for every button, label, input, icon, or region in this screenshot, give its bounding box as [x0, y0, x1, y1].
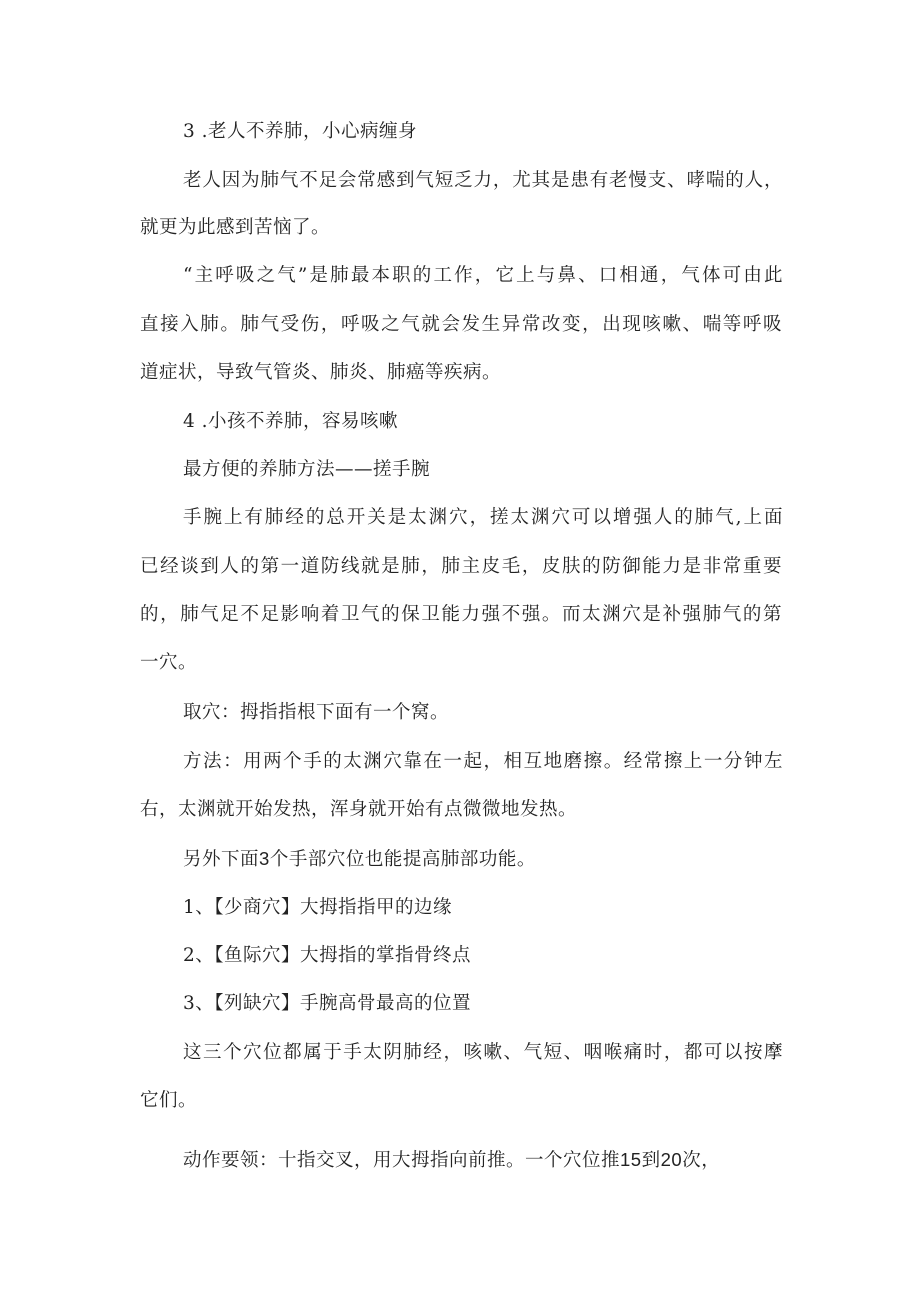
paragraph-action-number-1: 15	[620, 1149, 642, 1170]
section-heading-elderly: 3 .老人不养肺，小心病缠身	[183, 121, 418, 142]
paragraph-action-text-2: 到	[641, 1150, 661, 1171]
paragraph-three-line-1: 这三个穴位都属于手太阴肺经，咳嗽、气短、咽喉痛时，都可以按摩	[183, 1042, 783, 1063]
paragraph-action-number-2: 20	[660, 1149, 683, 1170]
paragraph-wrist-line-4: 一穴。	[140, 652, 198, 673]
acupoint-item-2: 2、【鱼际穴】大拇指的掌指骨终点	[183, 945, 472, 966]
paragraph-locate: 取穴：拇指指根下面有一个窝。	[183, 702, 450, 723]
acupoint-item-1: 1、【少商穴】大拇指指甲的边缘	[183, 897, 453, 918]
section-heading-children: 4 .小孩不养肺，容易咳嗽	[183, 411, 399, 432]
paragraph-other-text-2: 个手部穴位也能提高肺部功能。	[269, 849, 536, 870]
paragraph-action	[183, 1148, 720, 1173]
acupoint-item-3: 3、【列缺穴】手腕高骨最高的位置	[183, 993, 472, 1014]
paragraph-elderly-line-2: 就更为此感到苦恼了。	[140, 217, 331, 238]
paragraph-wrist-line-1: 手腕上有肺经的总开关是太渊穴，搓太渊穴可以增强人的肺气,上面	[183, 507, 783, 528]
paragraph-wrist-line-3: 的，肺气足不足影响着卫气的保卫能力强不强。而太渊穴是补强肺气的第	[140, 604, 782, 625]
paragraph-elderly-line-1: 老人因为肺气不足会常感到气短乏力，尤其是患有老慢支、哮喘的人，	[183, 170, 783, 191]
paragraph-method-line-1: 方法：用两个手的太渊穴靠在一起，相互地磨擦。经常擦上一分钟左	[183, 751, 783, 772]
paragraph-action-text-3: 次，	[682, 1150, 721, 1171]
paragraph-breath-line-3: 道症状，导致气管炎、肺炎、肺癌等疾病。	[140, 362, 502, 383]
paragraph-breath-line-2: 直接入肺。肺气受伤，呼吸之气就会发生异常改变，出现咳嗽、喘等呼吸	[140, 314, 782, 335]
paragraph-breath-line-1: “主呼吸之气”是肺最本职的工作，它上与鼻、口相通，气体可由此	[183, 265, 783, 286]
paragraph-other-text-1: 另外下面	[183, 849, 260, 870]
paragraph-method-line-2: 右，太渊就开始发热，浑身就开始有点微微地发热。	[140, 799, 578, 820]
paragraph-other-points	[183, 847, 536, 872]
subheading-method: 最方便的养肺方法——搓手腕	[183, 459, 431, 480]
paragraph-wrist-line-2: 已经谈到人的第一道防线就是肺，肺主皮毛，皮肤的防御能力是非常重要	[140, 556, 782, 577]
paragraph-three-line-2: 它们。	[140, 1090, 198, 1111]
paragraph-action-text-1: 动作要领：十指交叉，用大拇指向前推。一个穴位推	[183, 1150, 621, 1171]
paragraph-other-number: 3	[259, 848, 270, 869]
